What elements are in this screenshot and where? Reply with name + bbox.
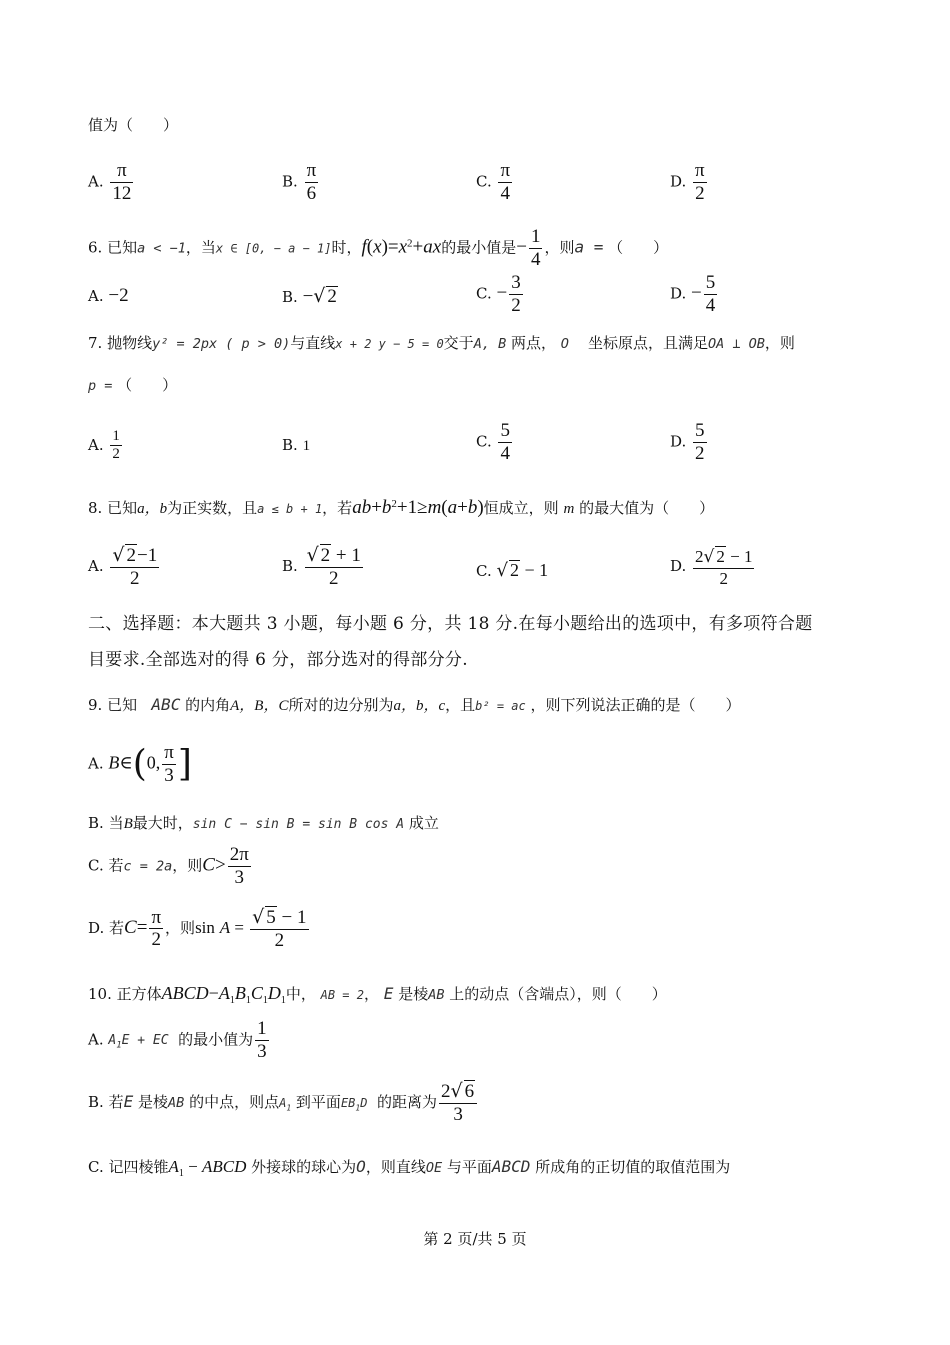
q10-option-a: A. $A_1E$ + EC 的最小值为 $\frac{1}{3}$ — [88, 1018, 267, 1062]
q6-option-d: D. − $\frac{5}{4}$ — [670, 272, 716, 316]
q5-option-a-fraction: $\frac{\pi}{12}$ — [112, 160, 132, 204]
question-8: 8. 已知a，b为正实数，且a ≤ b + 1，若$ab+b^2+1\ge m(a+b)$恒成立，则 m 的最大值为（ ） — [88, 497, 715, 518]
q6-option-c: C. − $\frac{3}{2}$ — [476, 272, 521, 316]
q5-option-b: B. $\frac{\pi}{6}$ — [282, 160, 317, 204]
q5-option-a: A. $\frac{\pi}{12}$ — [88, 160, 132, 204]
q9-option-d: D. 若C= $\frac{\pi}{2}$ ，则sin A = $\frac{√ 5 - 1}{2}$ — [88, 906, 307, 951]
q9-option-a: A. B∈(0, $\frac{\pi}{3}$ ] — [88, 742, 192, 786]
page-footer: 第 2 页/共 5 页 — [423, 1230, 527, 1248]
q10-option-b: B. 若E 是棱AB 的中点，则点$A_1$ 到平面$EB_1D$ 的距离为 $\frac{2√ 6}{3}$ — [88, 1080, 479, 1126]
q10-option-c: C. 记四棱锥$A_1$ − ABCD 外接球的球心为O，则直线OE 与平面ABCD 所成角的正切值的取值范围为 — [88, 1157, 731, 1179]
section-2-line-2: 目要求.全部选对的得 6 分，部分选对的得部分分. — [88, 650, 468, 670]
q6-option-a: A. −2 — [88, 285, 129, 306]
q6-option-b: B. −√ 2 — [282, 285, 337, 307]
q7-option-c: C. $\frac{5}{4}$ — [476, 420, 510, 464]
q9-option-b: B. 当B最大时，sin C − sin B = sin B cos A 成立 — [88, 814, 439, 832]
q7-option-a: A. $\frac{1}{2}$ — [88, 428, 120, 463]
q9-option-c: C. 若c = 2a，则C> $\frac{2\pi}{3}$ — [88, 844, 249, 888]
q5-tail: 值为（ ） — [88, 116, 179, 134]
question-10: 10. 正方体$ABCD-A_1B_1C_1D_1$中， AB = 2， E 是棱AB 上的动点（含端点），则（ ） — [88, 983, 667, 1006]
question-6: 6. 已知a < −1，当x ∈ [0, − a − 1]时，$f(x)=x^2+ax$的最小值是− $\frac{1}{4}$ ，则a = （ ） — [88, 226, 669, 270]
q7-option-d: D. $\frac{5}{2}$ — [670, 420, 705, 464]
q5-option-c: C. $\frac{\pi}{4}$ — [476, 160, 511, 204]
q8-option-a: A. $\frac{√ 2-1}{2}$ — [88, 544, 158, 589]
section-2-line-1: 二、选择题：本大题共 3 小题，每小题 6 分，共 18 分.在每小题给出的选项中，有多项符合题 — [88, 614, 813, 634]
q8-option-c: C. √ 2 − 1 — [476, 560, 549, 581]
q5-option-d: D. $\frac{\pi}{2}$ — [670, 160, 705, 204]
q7-option-b: B. 1 — [282, 436, 311, 454]
question-7: 7. 抛物线y² = 2px ( p > 0)与直线x + 2 y − 5 = 0交于A, B 两点， O 坐标原点，且满足OA ⊥ OB，则 — [88, 334, 795, 352]
q8-option-d: D. $\frac{2√ 2 - 1}{2}$ — [670, 547, 753, 588]
question-7-line-2: p = （ ） — [88, 376, 178, 394]
q8-option-b: B. $\frac{√ 2 + 1}{2}$ — [282, 544, 361, 589]
question-9: 9. 已知 ABC 的内角A，B，C所对的边分别为a，b，c，且b² = ac ，则下列说法正确的是（ ） — [88, 695, 741, 714]
